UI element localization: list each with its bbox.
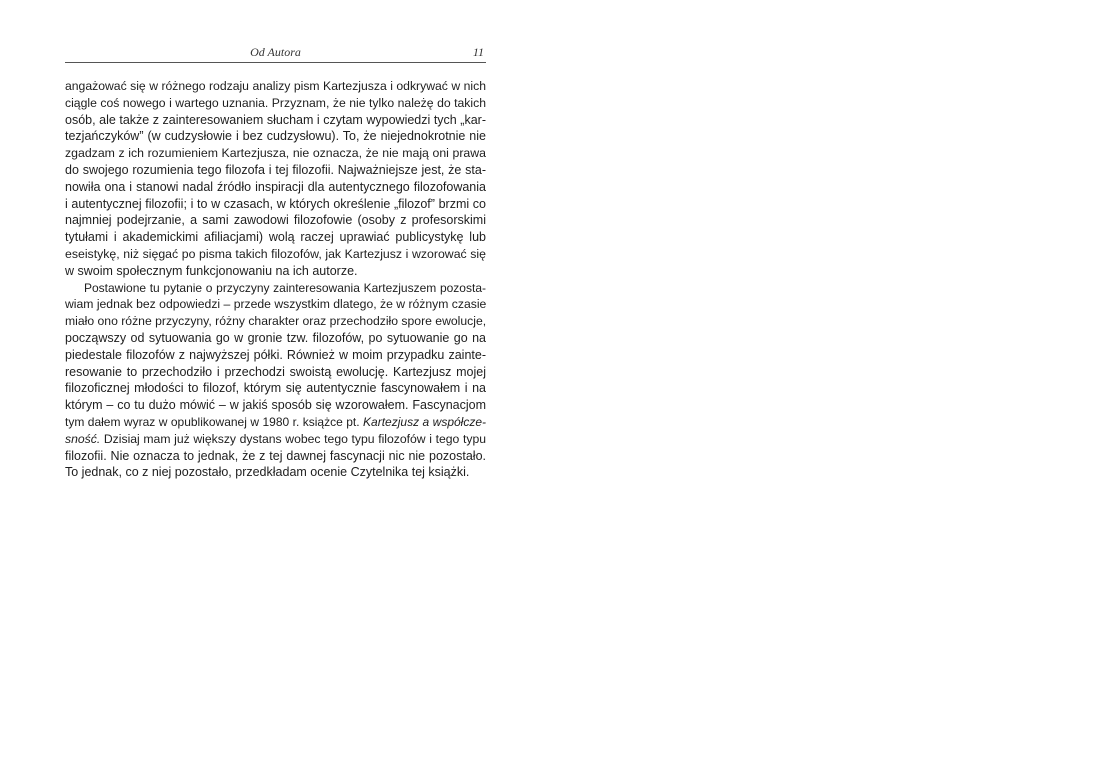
paragraph	[65, 280, 486, 482]
text-segment: angażować się w różnego rodzaju analizy pism Kartezjusza i odkrywać w nich	[65, 79, 486, 93]
text-line	[65, 464, 486, 481]
text-line	[65, 397, 486, 414]
text-line	[65, 196, 486, 213]
text-segment: do swojego rozumienia tego filozofa i tej filozofii. Najważniejsze jest, że sta-	[65, 162, 486, 177]
body-text	[65, 78, 486, 481]
text-segment: resowanie to przechodziło i przechodzi swoistą ewolucję. Kartezjusz mojej	[65, 364, 486, 379]
running-title: Od Autora	[250, 45, 301, 59]
text-segment: miało ono różne przyczyny, różny charakter oraz przechodziło spore ewolucje,	[65, 314, 486, 329]
text-segment: tym dałem wyraz w opublikowanej w 1980 r. książce pt.	[65, 414, 364, 429]
text-line	[65, 431, 486, 448]
text-segment: wiam jednak bez odpowiedzi – przede wszystkim dlatego, że w różnym czasie	[65, 297, 486, 312]
text-line	[65, 448, 486, 465]
text-segment: w swoim społecznym funkcjonowaniu na ich autorze.	[65, 263, 358, 278]
text-line	[65, 380, 486, 397]
text-segment: którym – co tu dużo mówić – w jakiś sposób się wzorowałem. Fascynacjom	[65, 398, 486, 413]
text-segment: począwszy od sytuowania go w gronie tzw. filozofów, po sytuowanie go na	[65, 330, 486, 345]
text-segment: najmniej podejrzanie, a sami zawodowi filozofowie (osoby z profesorskimi	[65, 213, 486, 228]
text-line	[65, 263, 486, 280]
text-line	[65, 162, 486, 179]
text-line	[65, 347, 486, 364]
text-line	[65, 229, 486, 246]
book-page	[65, 44, 486, 481]
italic-book-title: Kartezjusz a współcze-	[363, 414, 486, 429]
text-segment: i autentycznej filozofii; i to w czasach, w których określenie „filozof” brzmi co	[65, 196, 486, 211]
text-line	[65, 280, 486, 297]
text-line	[65, 212, 486, 229]
text-segment: zgadzam z ich rozumieniem Kartezjusza, nie oznacza, że nie mają oni prawa	[65, 146, 486, 161]
text-segment: nowiła ona i stanowi nadal źródło inspiracji dla autentycznego filozofowania	[65, 179, 486, 194]
page-number: 11	[472, 45, 484, 59]
text-segment: Postawione tu pytanie o przyczyny zainteresowania Kartezjuszem pozosta-	[84, 280, 486, 295]
text-segment: tytułami i akademickimi afiliacjami) wolą raczej uprawiać publicystykę lub	[65, 230, 486, 245]
text-segment: tezjańczyków” (w cudzysłowie i bez cudzysłowu). To, że niejednokrotnie nie	[65, 129, 486, 144]
text-segment: filozofii. Nie oznacza to jednak, że z tej dawnej fascynacji nic nie pozostało.	[65, 448, 486, 463]
text-line	[65, 296, 486, 313]
text-line	[65, 179, 486, 196]
text-line	[65, 414, 486, 431]
text-line	[65, 246, 486, 263]
text-line	[65, 95, 486, 112]
text-line	[65, 145, 486, 162]
text-segment: ciągle coś nowego i wartego uznania. Przyznam, że nie tylko należę do takich	[65, 95, 486, 110]
text-line	[65, 330, 486, 347]
text-segment: filozoficznej młodości to filozof, którym się autentycznie fascynowałem i na	[65, 381, 486, 396]
text-segment: piedestale filozofów z najwyższej półki. Również w moim przypadku zainte-	[65, 347, 486, 362]
text-line	[65, 112, 486, 129]
text-line	[65, 313, 486, 330]
italic-book-title: sność.	[65, 431, 101, 446]
text-line	[65, 128, 486, 145]
text-segment: eseistykę, niż sięgać po pisma takich filozofów, jak Kartezjusz i wzorować się	[65, 246, 486, 261]
text-line	[65, 364, 486, 381]
text-segment: osób, ale także z zainteresowaniem słucham i czytam wypowiedzi tych „kar-	[65, 112, 486, 127]
paragraph	[65, 78, 486, 280]
text-segment: To jednak, co z niej pozostało, przedkładam ocenie Czytelnika tej książki.	[65, 465, 470, 480]
text-line	[65, 78, 486, 95]
text-segment: Dzisiaj mam już większy dystans wobec tego typu filozofów i tego typu	[100, 431, 486, 446]
running-head	[65, 44, 486, 63]
